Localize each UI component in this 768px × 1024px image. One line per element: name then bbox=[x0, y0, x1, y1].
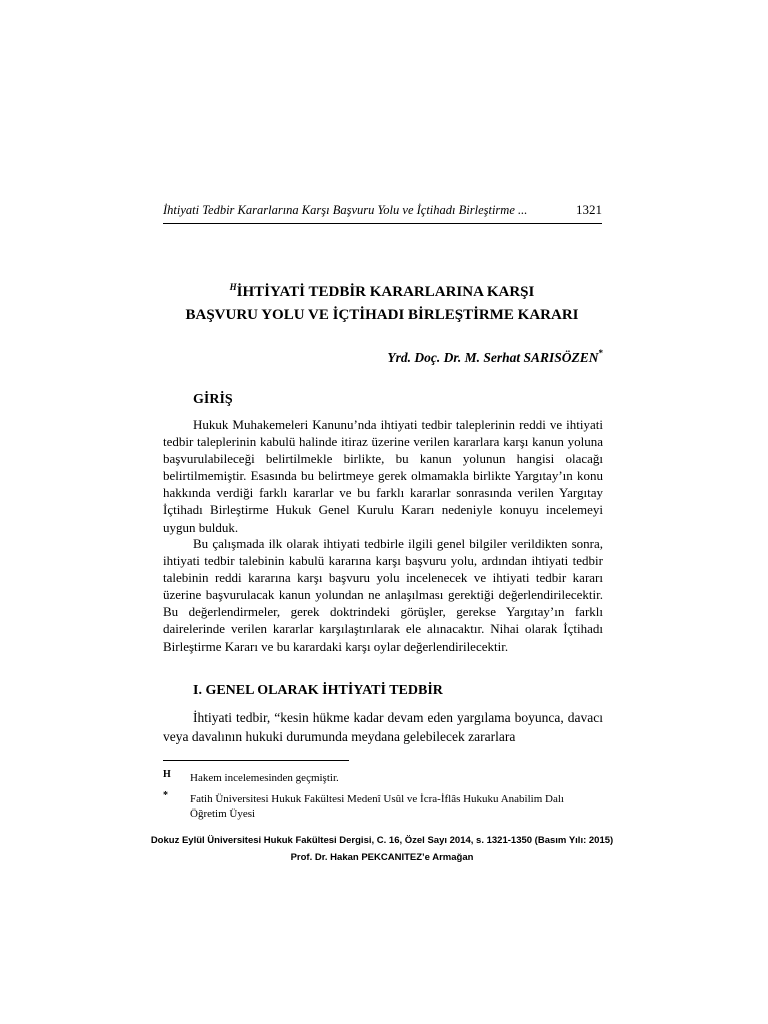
paper-title bbox=[150, 276, 614, 327]
author-name: Yrd. Doç. Dr. M. Serhat SARISÖZEN bbox=[387, 350, 599, 365]
paragraph-2: Bu çalışmada ilk olarak ihtiyati tedbirle ilgili genel bilgiler verildikten sonra, ihtiyati tedbir talebinin kabulü kararına karşı başvuru yolu, ardından ihtiyati tedbir talebinin reddi kararına karşı başvuru yolu incelenecek ve ihtiyati tedbir kararı üzerine başvurulacak kanun yolundan ne anlaşılması gerektiği değerlendirilecektir. Bu değerlendirmeler, gerek doktrindeki görüşler, gerekse Yargıtay’ın farklı dairelerinde verilen kararlar karşılaştırılarak ele alınacaktır. Nihai olarak İçtihadı Birleştirme Kararı ve bu karardaki karşı oylar değerlendirilecektir. bbox=[163, 536, 603, 654]
footnote-2-mark: * bbox=[163, 790, 168, 801]
footnote-1-text: Hakem incelemesinden geçmiştir. bbox=[190, 772, 339, 784]
journal-citation: Dokuz Eylül Üniversitesi Hukuk Fakültesi Dergisi, C. 16, Özel Sayı 2014, s. 1321-1350 (Basım Yılı: 2015) bbox=[150, 835, 614, 846]
footnote-1-mark: H bbox=[163, 769, 171, 780]
footnote-2-text: Fatih Üniversitesi Hukuk Fakültesi Medenî Usûl ve İcra-İflâs Hukuku Anabilim Dalı Öğretim Üyesi bbox=[190, 793, 564, 820]
footnote-2 bbox=[163, 792, 603, 821]
paragraph-3: İhtiyati tedbir, “kesin hükme kadar devam eden yargılama boyunca, davacı veya davalının hukuki durumunda meydana gelebilecek zararlara bbox=[163, 710, 603, 744]
footnote-divider bbox=[163, 760, 349, 761]
tribute-line: Prof. Dr. Hakan PEKCANITEZ’e Armağan bbox=[290, 852, 474, 863]
section-heading-giris: GİRİŞ bbox=[193, 392, 233, 407]
title-marker: H bbox=[229, 282, 237, 292]
section-heading-genel: I. GENEL OLARAK İHTİYATİ TEDBİR bbox=[193, 683, 443, 698]
title-line-1 bbox=[150, 276, 614, 304]
title-line-2: BAŞVURU YOLU VE İÇTİHADI BİRLEŞTİRME KARARI bbox=[185, 307, 579, 323]
title-line-1-text: İHTİYATİ TEDBİR KARARLARINA KARŞI bbox=[236, 284, 535, 300]
page-number: 1321 bbox=[576, 202, 602, 217]
paragraph-1: Hukuk Muhakemeleri Kanunu’nda ihtiyati tedbir taleplerinin reddi ve ihtiyati tedbir taleplerinin kabulü halinde itiraz üzerine verilen kararlara karşı kanun yoluna başvurulabileceği belirtilmekle birlikte, bu kanun yolunun hangisi olacağı belirtilmemiştir. Esasında bu belirtmeye gerek olmamakla birlikte Yargıtay’ın konu hakkında verdiği farklı kararlar ve bu farklı kararlar sonrasında verilen Yargıtay İçtihadı Birleştirme Hukuk Genel Kurulu Kararı nedeniyle konuyu incelemeyi uygun bulduk. bbox=[163, 417, 603, 535]
running-header bbox=[163, 202, 602, 224]
running-title: İhtiyati Tedbir Kararlarına Karşı Başvuru Yolu ve İçtihadı Birleştirme ... bbox=[163, 203, 528, 217]
author-line bbox=[163, 348, 603, 366]
footnote-1 bbox=[163, 771, 603, 786]
author-footnote-marker: * bbox=[598, 348, 603, 358]
